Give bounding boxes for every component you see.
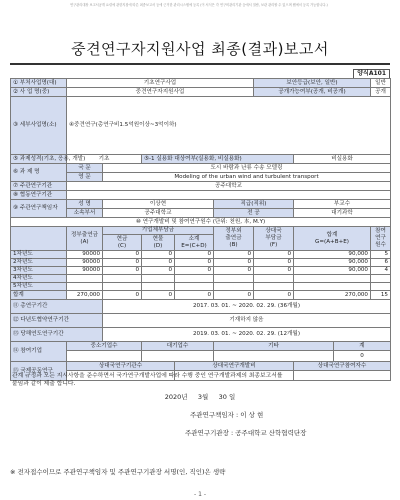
cell-other: 0 bbox=[214, 251, 254, 259]
cell-partner bbox=[254, 283, 294, 291]
label-participating-companies: ⑭ 참여기업 bbox=[11, 342, 67, 362]
cell-people bbox=[371, 283, 391, 291]
cell-other: 0 bbox=[214, 267, 254, 275]
label-coop-institution: ⑧ 협동연구기관 bbox=[11, 191, 67, 200]
row-pi-name bbox=[11, 200, 391, 209]
cell-people: 4 bbox=[371, 267, 391, 275]
budget-header-partner: 상대국 부담금 (F) bbox=[254, 227, 294, 251]
row-total-period bbox=[11, 300, 391, 314]
budget-header-gov: 정부출연금 (A) bbox=[67, 227, 103, 251]
cell-inkind: 0 bbox=[142, 259, 175, 267]
cell-cash: 0 bbox=[103, 251, 142, 259]
institution-head-signature: 주관연구기관장 : 공주대학교 산학협력단장 bbox=[185, 429, 307, 437]
row-coop-institution bbox=[11, 191, 391, 200]
value-large-count bbox=[142, 351, 214, 362]
cell-total bbox=[294, 275, 371, 283]
header-sme-count: 중소기업수 bbox=[67, 342, 142, 351]
cell-subtotal: 0 bbox=[175, 251, 214, 259]
label-lead-institution: ⑦ 주관연구기관 bbox=[11, 182, 67, 191]
cell-gov bbox=[67, 283, 103, 291]
row-project-title-en bbox=[11, 173, 391, 182]
cell-gov: 90000 bbox=[67, 251, 103, 259]
label-security-level: 보안등급(보안, 일반) bbox=[254, 79, 371, 88]
year-label: 4차년도 bbox=[11, 275, 67, 283]
cell-cash bbox=[103, 283, 142, 291]
top-note: 연구관리대장 보고서공개 요령에 관한지침에 따른 최종보고서 등에 근거한 관리시스템에 등록 (이 서식은 각 연구비관리기관 등에서 열람, 보관 관리할 수 있으며 웹에서 등록 가능합니다.) bbox=[70, 3, 328, 7]
cell-inkind bbox=[142, 283, 175, 291]
cell-people: 6 bbox=[371, 259, 391, 267]
label-project-title: ⑥ 과 제 명 bbox=[11, 164, 67, 182]
value-coop-institution bbox=[67, 191, 391, 200]
sum-other: 0 bbox=[214, 291, 254, 300]
cell-inkind bbox=[142, 275, 175, 283]
cell-total bbox=[294, 283, 371, 291]
row-intl-header bbox=[11, 362, 391, 371]
budget-header-total: 합계 G=(A+B+E) bbox=[294, 227, 371, 251]
value-title-korean: 도시 바람과 난류 수송 모델링 bbox=[103, 164, 391, 173]
label-pi-dept: 소속부서 bbox=[67, 209, 103, 218]
cell-other bbox=[214, 283, 254, 291]
label-current-period: ⑬ 당해연도연구기간 bbox=[11, 328, 103, 342]
page-title: 중견연구자지원사업 최종(결과)보고서 bbox=[71, 40, 329, 58]
row-participants-header bbox=[11, 342, 391, 351]
title-divider bbox=[10, 63, 390, 65]
cell-people bbox=[371, 275, 391, 283]
value-multi-year: 기재하지 않음 bbox=[103, 314, 391, 328]
value-lead-institution: 공주대학교 bbox=[67, 182, 391, 191]
budget-section-title: ⑩ 연구개발비 및 참여연구원수 (단위: 천원, 本, M.Y) bbox=[11, 218, 391, 227]
statement-text-1: 관계 규정과 모든 지시사항을 준수하면서 국가연구개발사업에 따라 수행 중인 연구개발과제의 최종보고서를 bbox=[12, 373, 283, 379]
page-number: - 1 - bbox=[194, 491, 206, 498]
header-other-count: 기타 bbox=[214, 342, 334, 351]
row-research-type bbox=[11, 155, 391, 164]
year-label: 2차년도 bbox=[11, 259, 67, 267]
cell-cash: 0 bbox=[103, 259, 142, 267]
row-project-title-ko bbox=[11, 164, 391, 173]
sum-subtotal: 0 bbox=[175, 291, 214, 300]
label-principal-investigator: ⑨ 주관연구책임자 bbox=[11, 200, 67, 218]
cell-other bbox=[214, 275, 254, 283]
cell-total: 90,000 bbox=[294, 259, 371, 267]
sum-gov: 270,000 bbox=[67, 291, 103, 300]
value-commercialization: 비실용화 bbox=[294, 155, 391, 164]
cell-gov: 90000 bbox=[67, 267, 103, 275]
budget-header-subtotal: 소계 E=(C+D) bbox=[175, 235, 214, 251]
cell-subtotal: 0 bbox=[175, 267, 214, 275]
label-multi-year: ⑫ 다년도협약연구기간 bbox=[11, 314, 103, 328]
budget-header-corner bbox=[11, 227, 67, 251]
value-current-period: 2019. 03. 01. ~ 2020. 02. 29. (12개월) bbox=[103, 328, 391, 342]
sum-cash: 0 bbox=[103, 291, 142, 300]
table-row bbox=[11, 275, 391, 283]
report-form-table bbox=[10, 78, 391, 381]
header-large-count: 대기업수 bbox=[142, 342, 214, 351]
table-row bbox=[11, 283, 391, 291]
row-pi-dept bbox=[11, 209, 391, 218]
value-pi-rank: 부교수 bbox=[294, 200, 391, 209]
row-multi-year bbox=[11, 314, 391, 328]
cell-cash bbox=[103, 275, 142, 283]
sum-label: 합계 bbox=[11, 291, 67, 300]
value-research-type: 기초 bbox=[67, 155, 142, 164]
year-label: 3차년도 bbox=[11, 267, 67, 275]
value-pi-major: 대기과학 bbox=[294, 209, 391, 218]
table-row bbox=[11, 267, 391, 275]
cell-partner bbox=[254, 275, 294, 283]
value-other-count bbox=[214, 351, 334, 362]
pi-signature: 주관연구책임자 : 이 상 현 bbox=[190, 411, 264, 419]
row-budget-header-1 bbox=[11, 227, 391, 235]
budget-sum-row bbox=[11, 291, 391, 300]
value-ministry-program: 기초연구사업 bbox=[67, 79, 254, 88]
statement-text-2: 붙임과 같이 제출 합니다. bbox=[12, 381, 76, 387]
label-disclosure: 공개가능여부(공개, 비공개) bbox=[254, 88, 371, 97]
value-sme-count bbox=[67, 351, 142, 362]
header-partner-institutions: 상대국연구기관수 bbox=[67, 362, 175, 371]
sum-partner: 0 bbox=[254, 291, 294, 300]
cell-partner: 0 bbox=[254, 267, 294, 275]
value-pi-dept: 공주대학교 bbox=[103, 209, 214, 218]
value-sub-program: ④중견연구(총연구비1.5억원이상~3억이하) bbox=[67, 97, 391, 155]
header-total-count: 계 bbox=[334, 342, 391, 351]
label-sub-program: ③ 세부사업명(소) bbox=[11, 97, 67, 155]
row-current-period bbox=[11, 328, 391, 342]
submission-statement bbox=[12, 372, 388, 388]
cell-people: 5 bbox=[371, 251, 391, 259]
label-pi-name: 성 명 bbox=[67, 200, 103, 209]
cell-cash: 0 bbox=[103, 267, 142, 275]
label-korean: 국 문 bbox=[67, 164, 103, 173]
budget-header-inkind: 현물 (D) bbox=[142, 235, 175, 251]
footnote: ※ 전자접수이므로 주관연구책임자 및 주관연구기관장 서명(인, 직인)은 생략 bbox=[10, 468, 226, 476]
cell-subtotal: 0 bbox=[175, 259, 214, 267]
value-disclosure: 공개 bbox=[371, 88, 391, 97]
budget-header-other: 정부외 출연금 (B) bbox=[214, 227, 254, 251]
label-commercialization: ⑤-1 실용화 대상여부(실용화, 비실용화) bbox=[142, 155, 294, 164]
label-program-name: ② 사 업 명(중) bbox=[11, 88, 67, 97]
value-security-level: 일반 bbox=[371, 79, 391, 88]
year-label: 5차년도 bbox=[11, 283, 67, 291]
label-pi-major: 전 공 bbox=[214, 209, 294, 218]
cell-other: 0 bbox=[214, 259, 254, 267]
year-label: 1차년도 bbox=[11, 251, 67, 259]
budget-header-cash: 현금 (C) bbox=[103, 235, 142, 251]
budget-header-corp: 기업체부담금 bbox=[103, 227, 214, 235]
sum-total: 270,000 bbox=[294, 291, 371, 300]
table-row bbox=[11, 259, 391, 267]
label-pi-rank: 직급(직위) bbox=[214, 200, 294, 209]
row-lead-institution bbox=[11, 182, 391, 191]
value-pi-name: 이상현 bbox=[103, 200, 214, 209]
cell-subtotal bbox=[175, 275, 214, 283]
cell-partner: 0 bbox=[254, 259, 294, 267]
submission-date: 2020년 3월 30 일 bbox=[164, 393, 236, 401]
cell-total: 90,000 bbox=[294, 251, 371, 259]
cell-inkind: 0 bbox=[142, 251, 175, 259]
sum-people: 15 bbox=[371, 291, 391, 300]
row-ministry-program bbox=[11, 79, 391, 88]
table-row bbox=[11, 251, 391, 259]
cell-total: 90,000 bbox=[294, 267, 371, 275]
budget-header-people: 참여 연구원수 bbox=[371, 227, 391, 251]
sum-inkind: 0 bbox=[142, 291, 175, 300]
row-budget-title bbox=[11, 218, 391, 227]
row-program-name bbox=[11, 88, 391, 97]
value-title-english: Modeling of the urban wind and turbulent transport bbox=[103, 173, 391, 182]
row-sub-program bbox=[11, 97, 391, 155]
header-partner-researchers: 상대국연구참여자수 bbox=[294, 362, 391, 371]
label-english: 영 문 bbox=[67, 173, 103, 182]
label-total-period: ⑪ 총연구기간 bbox=[11, 300, 103, 314]
cell-subtotal bbox=[175, 283, 214, 291]
value-program-name: 중견연구자지원사업 bbox=[67, 88, 254, 97]
cell-gov bbox=[67, 275, 103, 283]
row-participants-values bbox=[11, 351, 391, 362]
label-ministry-program: ① 부처사업명(대) bbox=[11, 79, 67, 88]
form-code-badge: 양식A101 bbox=[353, 69, 390, 79]
value-total-count: 0 bbox=[334, 351, 391, 362]
label-international-joint: ⑮ 국제공동연구 bbox=[11, 362, 67, 381]
value-total-period: 2017. 03. 01. ~ 2020. 02. 29. (36개월) bbox=[103, 300, 391, 314]
label-research-type: ⑤ 과제성격(기초, 응용, 개발) bbox=[11, 155, 67, 164]
cell-inkind: 0 bbox=[142, 267, 175, 275]
header-partner-funds: 상대국연구개발비 bbox=[175, 362, 294, 371]
cell-partner: 0 bbox=[254, 251, 294, 259]
cell-gov: 90000 bbox=[67, 259, 103, 267]
